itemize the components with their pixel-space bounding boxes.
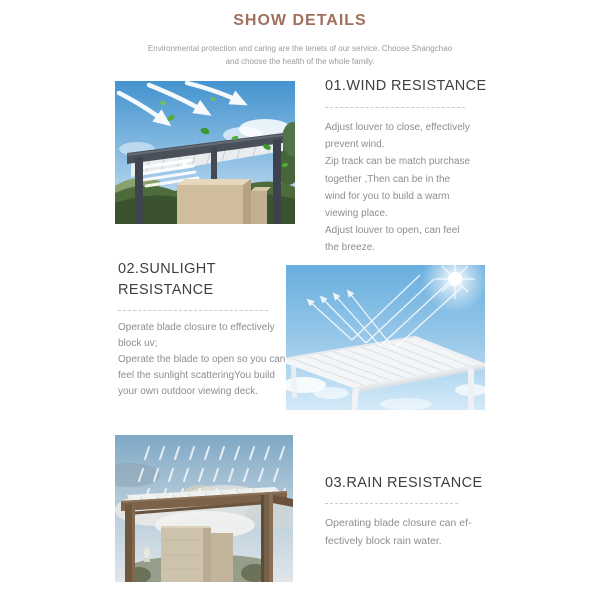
section-body — [325, 119, 487, 257]
wind-resistance-illustration — [115, 81, 295, 224]
section-sunlight-resistance — [118, 259, 285, 400]
section-title: 01.WIND RESISTANCE — [325, 78, 487, 94]
body-line: Zip track can be match purchase — [325, 156, 471, 168]
rain-resistance-illustration — [115, 435, 293, 582]
body-line: viewing place. — [325, 208, 388, 220]
body-line: block uv; — [118, 338, 158, 349]
body-line: Adjust louver to open, can feel — [325, 225, 460, 237]
dashed-divider — [325, 107, 465, 108]
section-body — [325, 514, 483, 550]
body-line: Operating blade closure can ef- — [325, 517, 472, 529]
body-line: together ,Then can be in the — [325, 173, 451, 185]
rain-resistance-photo — [115, 435, 293, 582]
page-title: SHOW DETAILS — [233, 12, 367, 29]
section-title: 02.SUNLIGHT — [118, 261, 216, 277]
section-title: 03.RAIN RESISTANCE — [325, 475, 483, 491]
subtitle-line: Environmental protection and caring are the tenets of our service. Choose Shangchao — [147, 44, 453, 53]
section-title: RESISTANCE — [118, 282, 214, 298]
dashed-divider — [325, 503, 458, 504]
page-subtitle — [0, 42, 600, 68]
sunlight-resistance-photo — [286, 265, 485, 410]
body-line: feel the sunlight scatteringYou build — [118, 370, 275, 381]
body-line: Adjust louver to close, effectively — [325, 122, 470, 133]
dashed-divider — [118, 310, 268, 311]
body-line: your own outdoor viewing deck. — [118, 386, 259, 397]
subtitle-line: and choose the health of the whole family. — [225, 57, 375, 66]
body-line: wind for you to build a warm — [325, 190, 450, 202]
body-line: prevent wind. — [325, 139, 385, 151]
wind-resistance-photo — [115, 81, 295, 224]
sunlight-resistance-illustration — [286, 265, 485, 410]
section-rain-resistance — [325, 473, 483, 550]
body-line: Operate blade closure to effectively — [118, 322, 275, 333]
section-body — [118, 320, 285, 400]
body-line: fectively block rain water. — [325, 535, 442, 547]
body-line: the breeze. — [325, 242, 376, 254]
section-wind-resistance — [325, 76, 487, 257]
body-line: Operate the blade to open so you can — [118, 354, 286, 365]
